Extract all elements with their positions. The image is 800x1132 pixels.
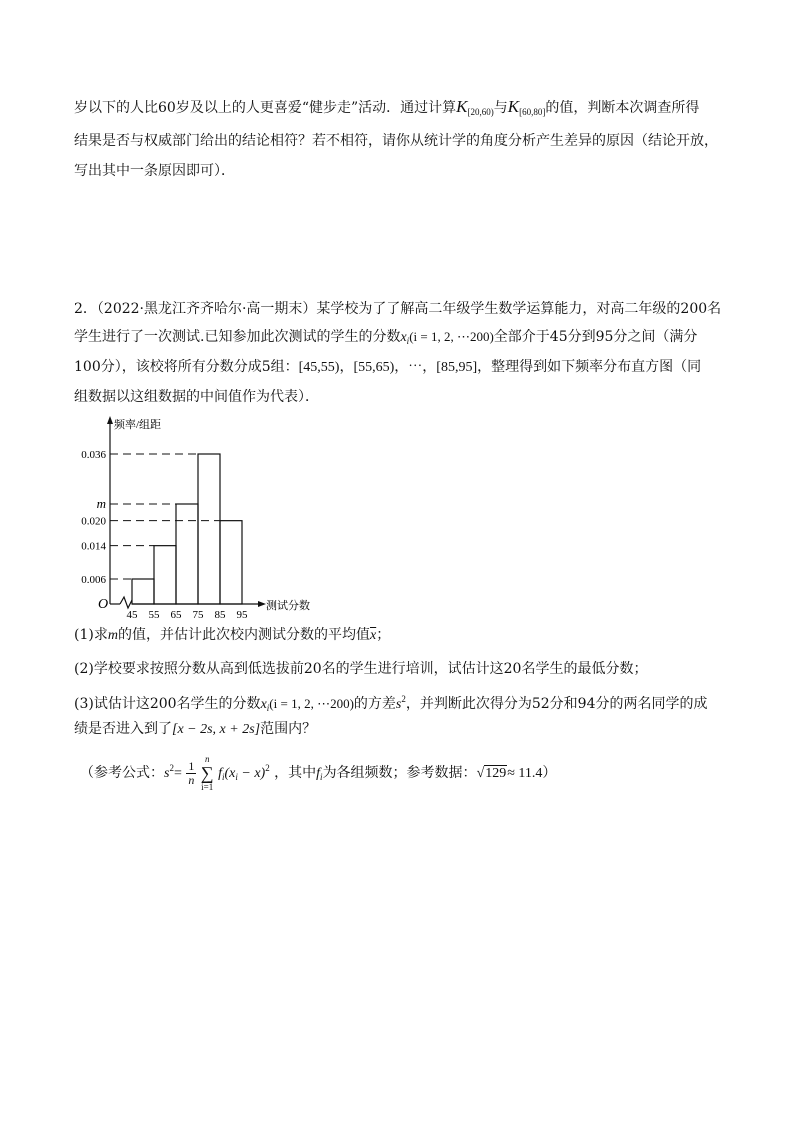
- top-line-3: 写出其中一条原因即可）．: [74, 163, 235, 179]
- text: ，并判断此次得分为52分和94分的两名同学的成: [405, 696, 708, 712]
- y-tick-label: 0.006: [81, 574, 106, 586]
- text: 与: [493, 100, 508, 116]
- math-x: x: [400, 330, 407, 345]
- x-tick-label: 55: [148, 609, 160, 618]
- sum-upper: n: [204, 754, 210, 764]
- math-sup: 2: [169, 763, 174, 773]
- math-f: f: [218, 766, 222, 781]
- y-axis-arrow: [107, 416, 113, 424]
- text: 全部介于45分到95分之间（满分: [493, 329, 698, 345]
- math-sub: i: [221, 772, 225, 782]
- question-3-line-2: [74, 718, 726, 741]
- math-xbar: $\overline{x}$: [369, 628, 377, 643]
- y-tick-label: m: [96, 496, 106, 511]
- problem2-line-2: [74, 326, 726, 352]
- math-sub: i: [266, 703, 270, 713]
- math-intervals: [45,55)，[55,65)，⋯，[85,95]: [298, 360, 478, 375]
- top-line-1: [74, 96, 726, 123]
- frequency-histogram: [70, 408, 330, 618]
- sqrt-icon: √: [476, 766, 485, 781]
- math-sup: 2: [401, 694, 406, 704]
- text: ）: [542, 765, 557, 781]
- text: 范围内？: [260, 721, 317, 737]
- k2-subscript: [60,80]: [519, 107, 546, 117]
- text: (3)试估计这200名学生的分数: [74, 696, 261, 712]
- text: 岁以下的人比60岁及以上的人更喜爱“健步走”活动．通过计算: [74, 100, 457, 116]
- summation: [201, 754, 214, 792]
- math-sup: 2: [265, 763, 270, 773]
- histogram-bar: [198, 454, 220, 604]
- x-axis-arrow: [258, 601, 266, 607]
- histogram-bar: [154, 546, 176, 604]
- top-line-2: 结果是否与权威部门给出的结论相符？若不相符，请你从统计学的角度分析产生差异的原因（结论开放，: [74, 133, 718, 149]
- histogram-bar: [220, 521, 242, 604]
- math-sub: i: [406, 336, 410, 346]
- y-axis-label: 频率/组距: [114, 419, 162, 431]
- math-term: (x: [224, 766, 236, 781]
- math-m: m: [107, 628, 118, 643]
- fraction: [186, 760, 196, 787]
- k2-symbol: K: [507, 97, 520, 116]
- fraction-numerator: 1: [188, 758, 195, 773]
- math-index-range: (i = 1, 2, ⋯200): [409, 329, 494, 344]
- reference-formula: [80, 754, 732, 792]
- math-eq: =: [173, 766, 182, 781]
- text: 100分），该校将所有分数分成5组：: [74, 359, 299, 375]
- axis-break: [120, 597, 132, 608]
- x-tick-label: 85: [214, 609, 226, 618]
- y-tick-label: 0.014: [81, 540, 106, 553]
- x-tick-label: 65: [170, 609, 182, 618]
- x-tick-label: 75: [192, 609, 204, 618]
- text: 学生进行了一次测试.已知参加此次测试的学生的分数: [74, 329, 401, 345]
- math-approx: ≈ 11.4: [507, 766, 543, 781]
- question-1: [74, 624, 726, 647]
- text: ，其中: [274, 765, 317, 781]
- text: ；: [376, 627, 391, 643]
- histogram-bar: [176, 504, 198, 604]
- problem2-line-4: 组数据以这组数据的中间值作为代表）．: [74, 389, 319, 405]
- x-tick-label: 95: [236, 609, 248, 618]
- sqrt-radicand: 129: [485, 766, 507, 781]
- math-index-range: (i = 1, 2, ⋯200): [269, 696, 354, 711]
- x-tick-label: 45: [126, 609, 138, 618]
- math-s: s: [164, 766, 170, 781]
- text: 的方差: [353, 696, 396, 712]
- math-s: s: [395, 697, 402, 712]
- sum-lower: i=1: [201, 782, 214, 792]
- math-sub: i: [235, 772, 238, 782]
- y-tick-label: 0.020: [81, 515, 106, 528]
- math-term: − x): [237, 766, 266, 781]
- bars-group: [81, 449, 248, 618]
- text: 的值，并估计此次校内测试分数的平均值: [117, 627, 370, 643]
- text: 的值，判断本次调查所得: [545, 100, 700, 116]
- question-2: (2)学校要求按照分数从高到低选拔前20名的学生进行培训，试估计这20名学生的最低分数；: [74, 661, 648, 677]
- histogram-bar: [132, 579, 154, 604]
- problem2-line-3: [74, 356, 726, 379]
- math-sub: i: [320, 772, 323, 782]
- y-tick-label: 0.036: [81, 449, 106, 461]
- text: ，整理得到如下频率分布直方图（同: [477, 359, 702, 375]
- k1-symbol: K: [456, 97, 468, 116]
- sigma-icon: ∑: [200, 763, 214, 783]
- text: 为各组频数；参考数据：: [322, 765, 477, 781]
- k1-subscript: [20,60): [467, 107, 494, 117]
- problem2-line-1: 2．（2022·黑龙江齐齐哈尔·高一期末）某学校为了了解高二年级学生数学运算能力，对高二年级的200名: [74, 301, 722, 317]
- text: 绩是否进入到了: [74, 721, 172, 737]
- x-axis-label: 测试分数: [266, 600, 310, 612]
- text: (1)求: [74, 627, 108, 643]
- question-3-line-1: [74, 688, 726, 719]
- text: （参考公式：: [80, 765, 164, 781]
- fraction-denominator: n: [188, 772, 195, 787]
- origin-label: O: [98, 597, 109, 612]
- math-x: x: [260, 697, 267, 712]
- math-f: f: [316, 766, 321, 781]
- math-interval: [x − 2s, x + 2s]: [172, 722, 261, 737]
